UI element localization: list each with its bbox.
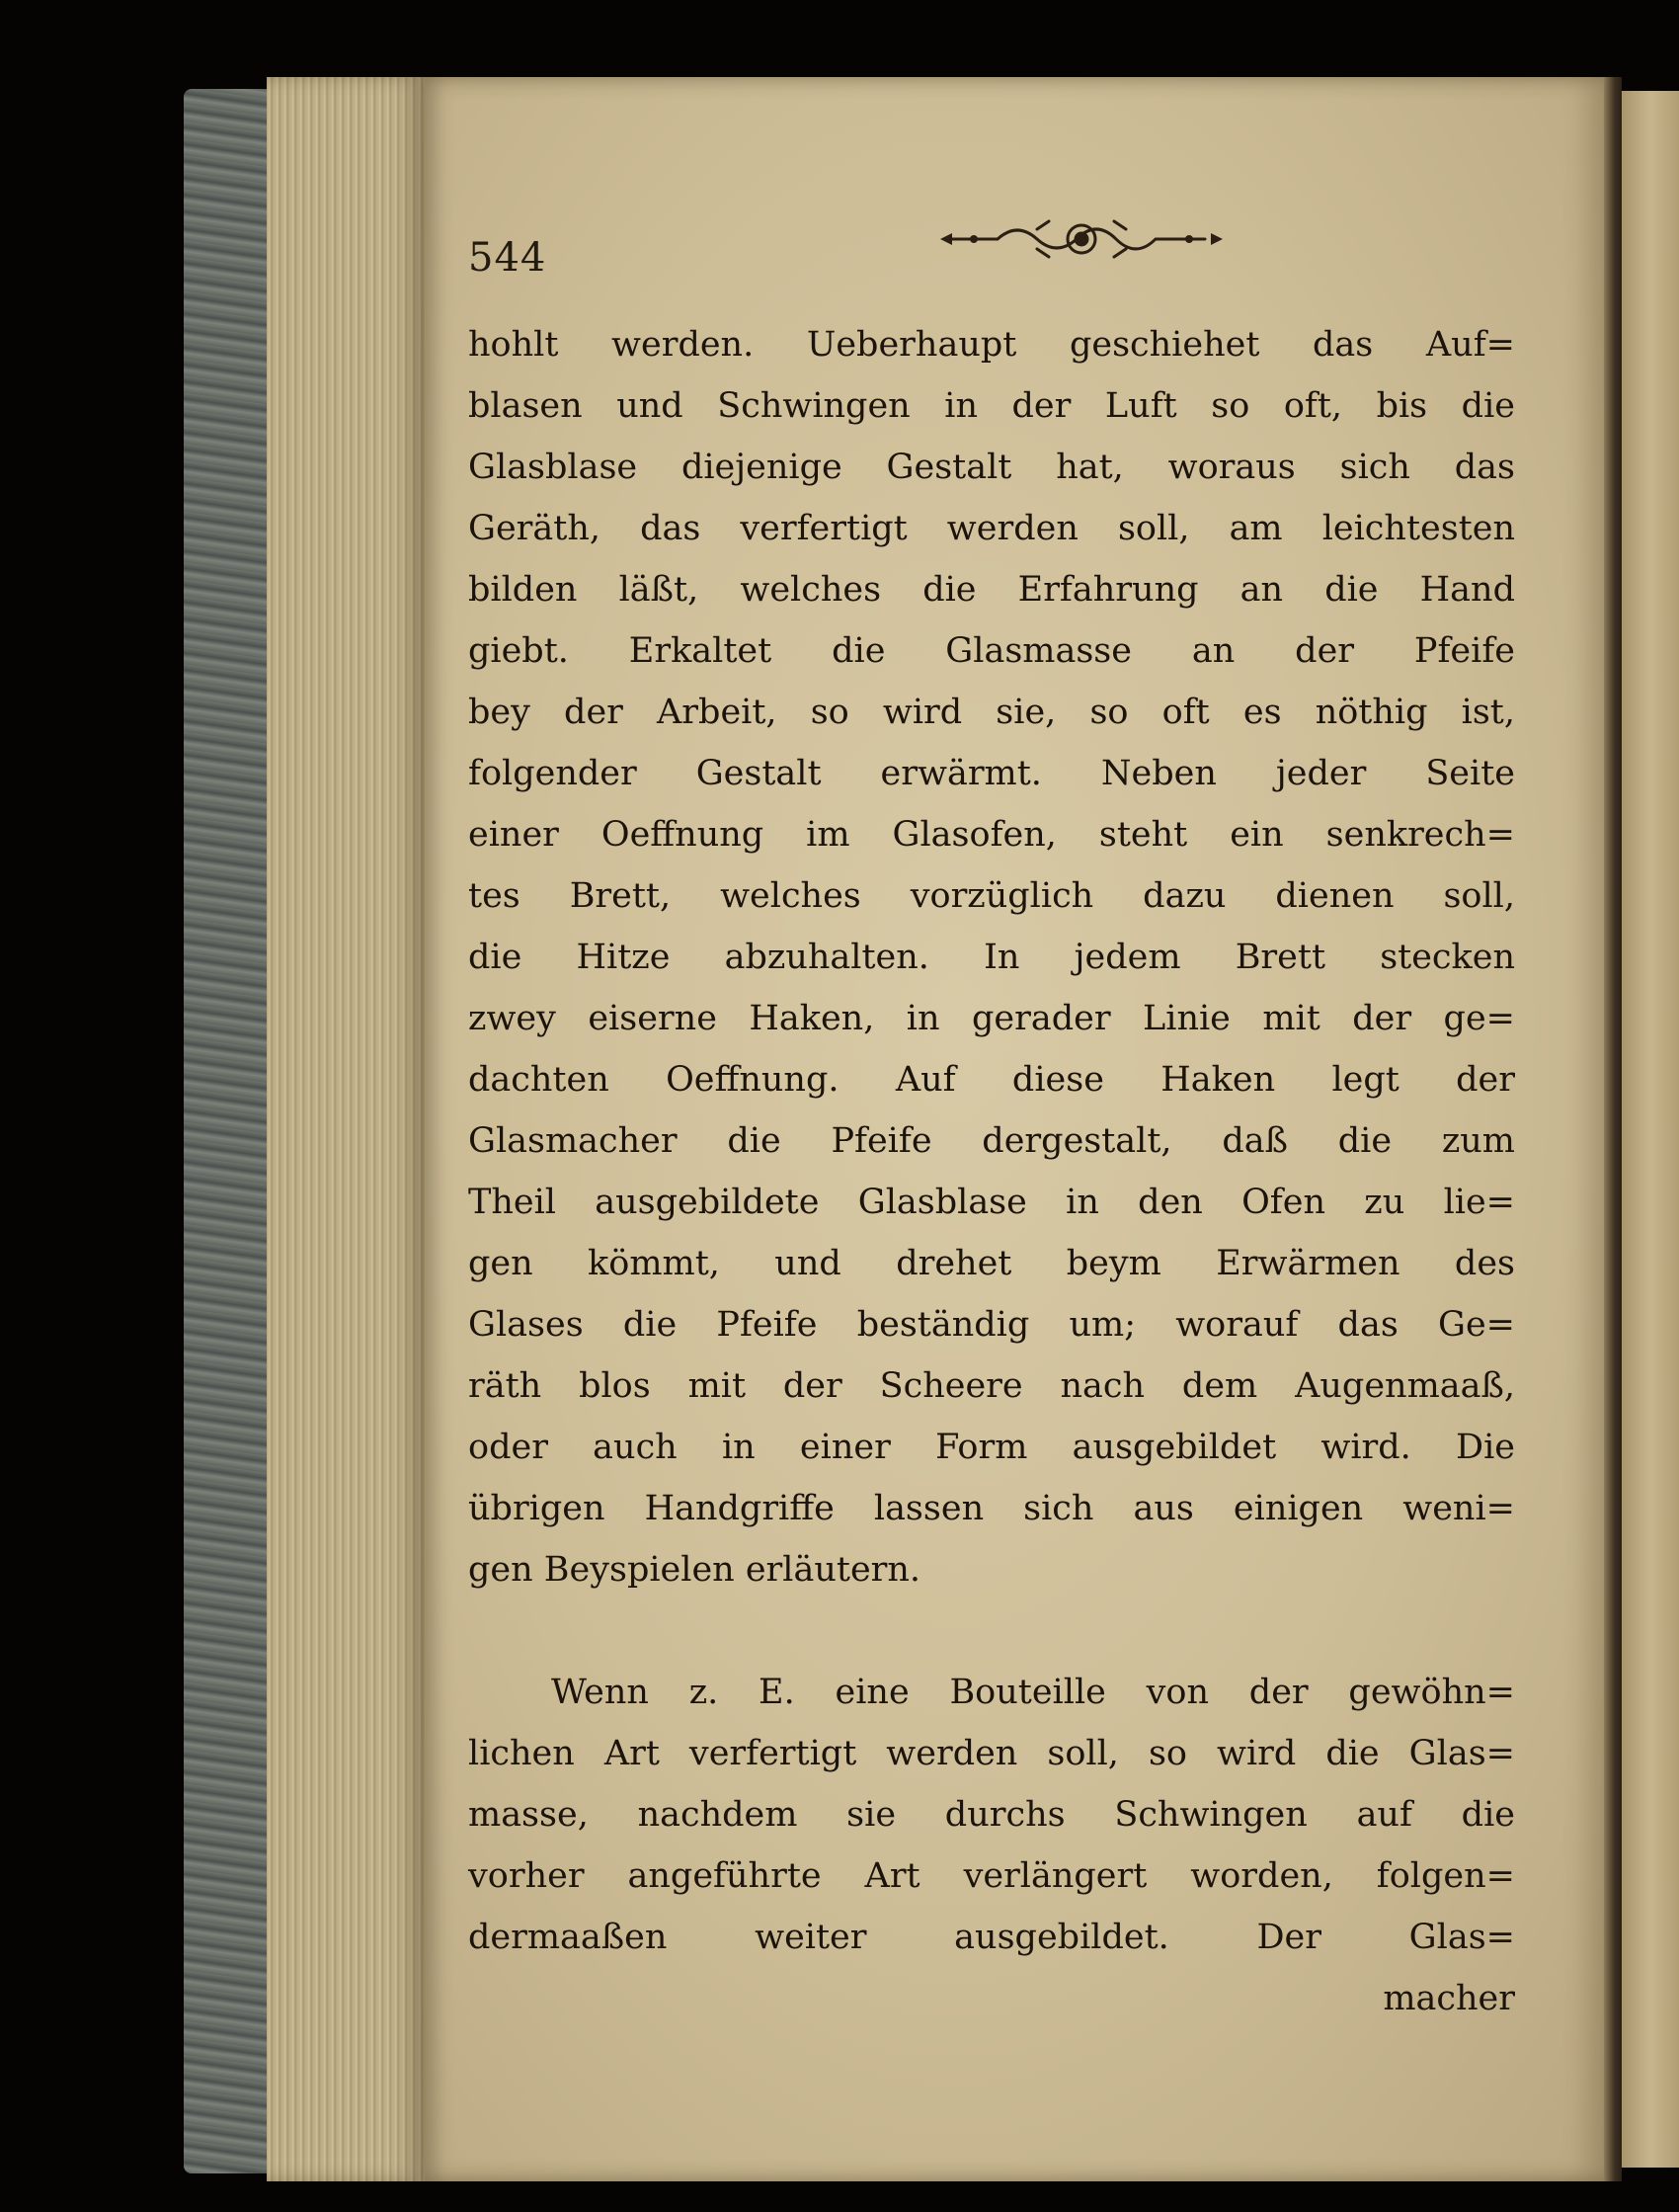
text-line: Theil ausgebildete Glasblase in den Ofen zu lie= [468, 1183, 1515, 1222]
text-line: hohlt werden. Ueberhaupt geschiehet das Auf= [468, 325, 1515, 365]
book-gutter [1604, 77, 1622, 2181]
text-line: Glasmacher die Pfeife dergestalt, daß die zum [468, 1121, 1515, 1161]
text-line: vorher angeführte Art verlängert worden, folgen= [468, 1856, 1515, 1896]
text-line: Glases die Pfeife beständig um; worauf das Ge= [468, 1305, 1515, 1345]
text-line: gen kömmt, und drehet beym Erwärmen des [468, 1244, 1515, 1283]
page-number: 544 [468, 235, 547, 281]
text-line: übrigen Handgriffe lassen sich aus einigen weni= [468, 1489, 1515, 1528]
text-line: Wenn z. E. eine Bouteille von der gewöhn= [551, 1673, 1515, 1712]
catchword: macher [1383, 1979, 1515, 2018]
text-line: Geräth, das verfertigt werden soll, am leichtesten [468, 509, 1515, 548]
text-line: masse, nachdem sie durchs Schwingen auf die [468, 1795, 1515, 1835]
text-line: einer Oeffnung im Glasofen, steht ein senkrech= [468, 815, 1515, 855]
text-line: gen Beyspielen erläutern. [468, 1550, 921, 1590]
text-line: zwey eiserne Haken, in gerader Linie mit der ge= [468, 999, 1515, 1038]
text-line: blasen und Schwingen in der Luft so oft, bis die [468, 386, 1515, 426]
text-line: bey der Arbeit, so wird sie, so oft es nöthig ist, [468, 693, 1515, 732]
text-line: dachten Oeffnung. Auf diese Haken legt der [468, 1060, 1515, 1100]
text-line: oder auch in einer Form ausgebildet wird. Die [468, 1428, 1515, 1467]
printer-ornament-icon [938, 211, 1225, 267]
text-line: giebt. Erkaltet die Glasmasse an der Pfeife [468, 631, 1515, 671]
text-line: folgender Gestalt erwärmt. Neben jeder Seite [468, 754, 1515, 793]
page-text [468, 314, 1515, 2029]
page-edges [267, 77, 425, 2181]
text-line: die Hitze abzuhalten. In jedem Brett stecken [468, 938, 1515, 977]
facing-page-edge [1622, 91, 1679, 2168]
paragraph-gap [468, 1600, 1515, 1662]
text-line: Glasblase diejenige Gestalt hat, woraus sich das [468, 448, 1515, 487]
text-line: dermaaßen weiter ausgebildet. Der Glas= [468, 1918, 1515, 1957]
text-line: tes Brett, welches vorzüglich dazu dienen soll, [468, 876, 1515, 916]
paragraph-2 [468, 1662, 1515, 1968]
text-line: räth blos mit der Scheere nach dem Augenmaaß, [468, 1366, 1515, 1406]
paragraph-1 [468, 314, 1515, 1600]
text-line: bilden läßt, welches die Erfahrung an die Hand [468, 570, 1515, 610]
text-line: lichen Art verfertigt werden soll, so wird die Glas= [468, 1734, 1515, 1773]
